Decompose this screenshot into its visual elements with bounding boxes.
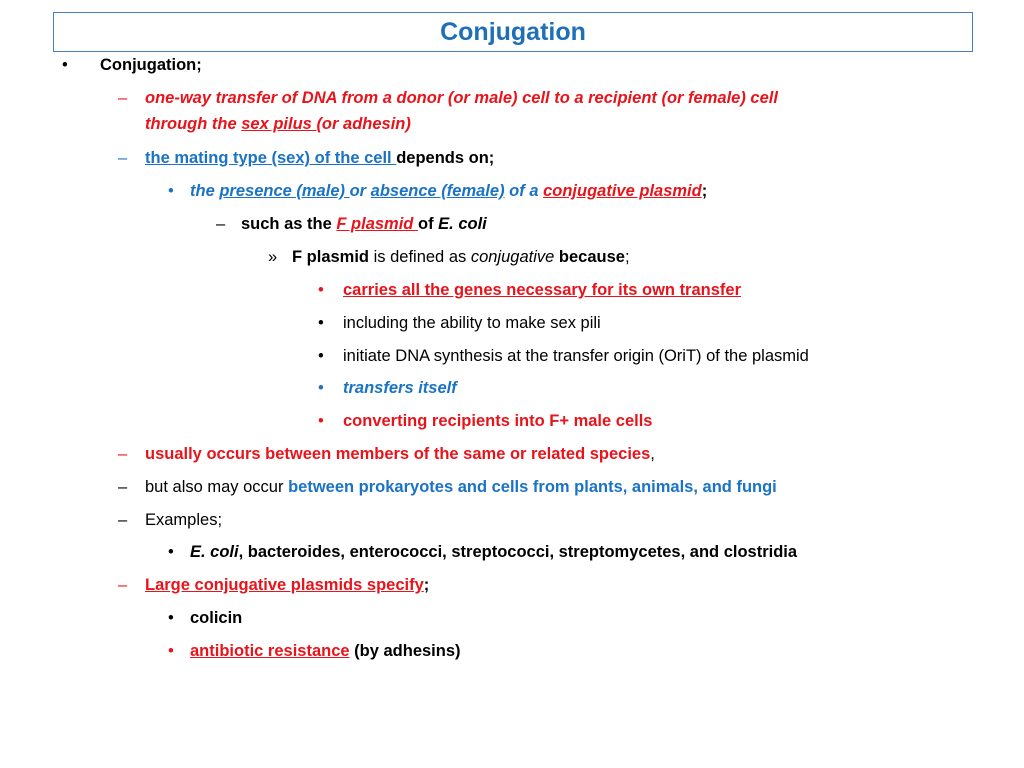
examples-heading: Examples; — [145, 511, 223, 529]
examples-list: E. coli, bacteroides, enterococci, streptococci, streptomycetes, and clostridia — [190, 543, 798, 561]
large-plasmids-line: Large conjugative plasmids specify; — [145, 576, 430, 594]
reason-converting-recipients: converting recipients into F+ male cells — [343, 412, 653, 430]
bullet-icon: • — [168, 642, 174, 660]
bullet-icon: • — [62, 56, 68, 74]
reason-orit: initiate DNA synthesis at the transfer origin (OriT) of the plasmid — [343, 347, 809, 365]
f-plasmid-line: such as the F plasmid of E. coli — [241, 215, 487, 233]
mating-type-line: the mating type (sex) of the cell depends on; — [145, 149, 495, 167]
also-occur-line: but also may occur between prokaryotes and cells from plants, animals, and fungi — [145, 478, 777, 496]
bullet-icon: • — [318, 347, 324, 365]
slide-title: Conjugation — [440, 17, 586, 46]
dash-icon: – — [118, 511, 128, 529]
dash-icon: – — [216, 215, 226, 233]
reason-sex-pili: including the ability to make sex pili — [343, 314, 601, 332]
bullet-icon: • — [318, 412, 324, 430]
presence-absence-line: the presence (male) or absence (female) of a conjugative plasmid; — [190, 182, 708, 200]
dash-icon: – — [118, 89, 128, 107]
bullet-icon: • — [318, 379, 324, 397]
colicin-item: colicin — [190, 609, 243, 627]
occurrence-line: usually occurs between members of the same or related species, — [145, 445, 655, 463]
bullet-icon: • — [168, 182, 174, 200]
bullet-icon: • — [168, 543, 174, 561]
dash-icon: – — [118, 149, 128, 167]
slide-title-box — [53, 12, 973, 52]
reason-transfers-itself: transfers itself — [343, 379, 457, 397]
bullet-icon: • — [168, 609, 174, 627]
bullet-icon: • — [318, 314, 324, 332]
reason-carries-genes: carries all the genes necessary for its own transfer — [343, 281, 742, 299]
raquo-icon: » — [268, 248, 278, 266]
dash-icon: – — [118, 478, 128, 496]
dash-icon: – — [118, 445, 128, 463]
f-plasmid-definition: F plasmid is defined as conjugative because; — [292, 248, 630, 266]
dash-icon: – — [118, 576, 128, 594]
heading-conjugation: Conjugation; — [100, 56, 202, 74]
antibiotic-resistance-item: antibiotic resistance (by adhesins) — [190, 642, 461, 660]
definition-line-2: through the sex pilus (or adhesin) — [145, 115, 411, 133]
definition-line-1: one-way transfer of DNA from a donor (or male) cell to a recipient (or female) cell — [145, 89, 778, 107]
bullet-icon: • — [318, 281, 324, 299]
